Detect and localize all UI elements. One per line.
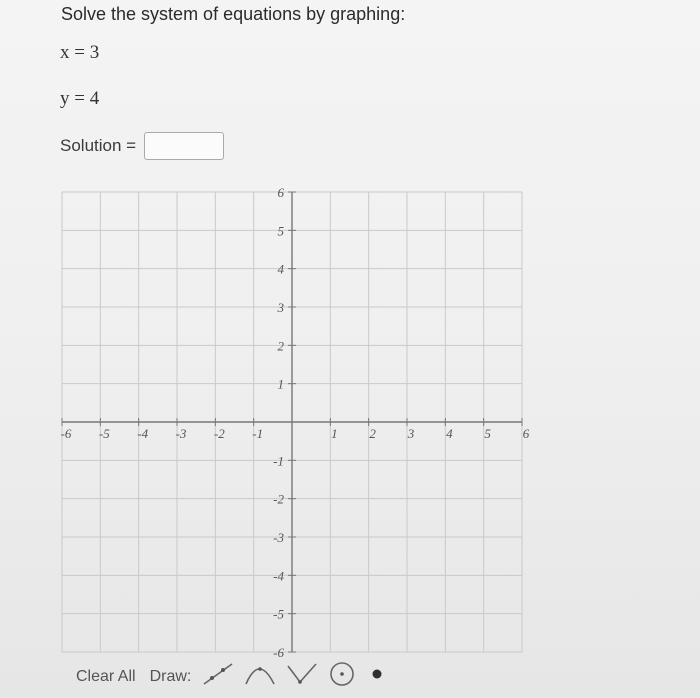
clear-all-button[interactable]: Clear All bbox=[76, 667, 136, 685]
x-tick-label: -2 bbox=[213, 426, 225, 441]
x-tick-label: 6 bbox=[522, 426, 530, 441]
x-tick-label: 2 bbox=[369, 426, 376, 441]
circle-tool-icon[interactable] bbox=[327, 660, 357, 693]
y-tick-label: 6 bbox=[277, 185, 284, 200]
x-tick-label: -1 bbox=[252, 426, 264, 441]
y-tick-label: -6 bbox=[273, 645, 284, 660]
y-tick-label: 3 bbox=[277, 300, 284, 315]
y-tick-label: -2 bbox=[273, 491, 284, 507]
prompt: Solve the system of equations by graphing: bbox=[61, 4, 406, 24]
absolute-value-tool-icon[interactable] bbox=[285, 662, 319, 691]
line-tool-icon[interactable] bbox=[201, 662, 235, 691]
equation-2: y = 4 bbox=[60, 88, 100, 109]
x-tick-label: -6 bbox=[60, 426, 72, 441]
y-tick-label: 1 bbox=[277, 376, 284, 392]
parabola-tool-icon[interactable] bbox=[243, 662, 277, 691]
y-tick-label: 4 bbox=[277, 261, 284, 277]
x-tick-label: 3 bbox=[407, 426, 415, 441]
x-tick-label: -5 bbox=[98, 426, 110, 441]
y-tick-label: -1 bbox=[273, 453, 284, 469]
y-tick-label: -4 bbox=[273, 568, 284, 584]
x-tick-label: -4 bbox=[137, 426, 149, 441]
axes bbox=[62, 192, 522, 652]
y-tick-label: 2 bbox=[277, 338, 284, 354]
draw-label: Draw: bbox=[149, 667, 192, 685]
graph-toolbar bbox=[76, 660, 397, 693]
equation-1: x = 3 bbox=[60, 42, 100, 63]
solution-label: Solution = bbox=[60, 136, 137, 155]
x-tick-label: 5 bbox=[484, 426, 491, 441]
y-tick-label: -5 bbox=[273, 606, 284, 622]
y-tick-label: -3 bbox=[273, 530, 284, 545]
x-tick-label: 1 bbox=[331, 426, 338, 441]
x-tick-label: 4 bbox=[446, 426, 453, 441]
point-tool-icon[interactable] bbox=[365, 662, 389, 691]
y-tick-label: 5 bbox=[277, 223, 284, 239]
x-tick-label: -3 bbox=[175, 426, 187, 441]
